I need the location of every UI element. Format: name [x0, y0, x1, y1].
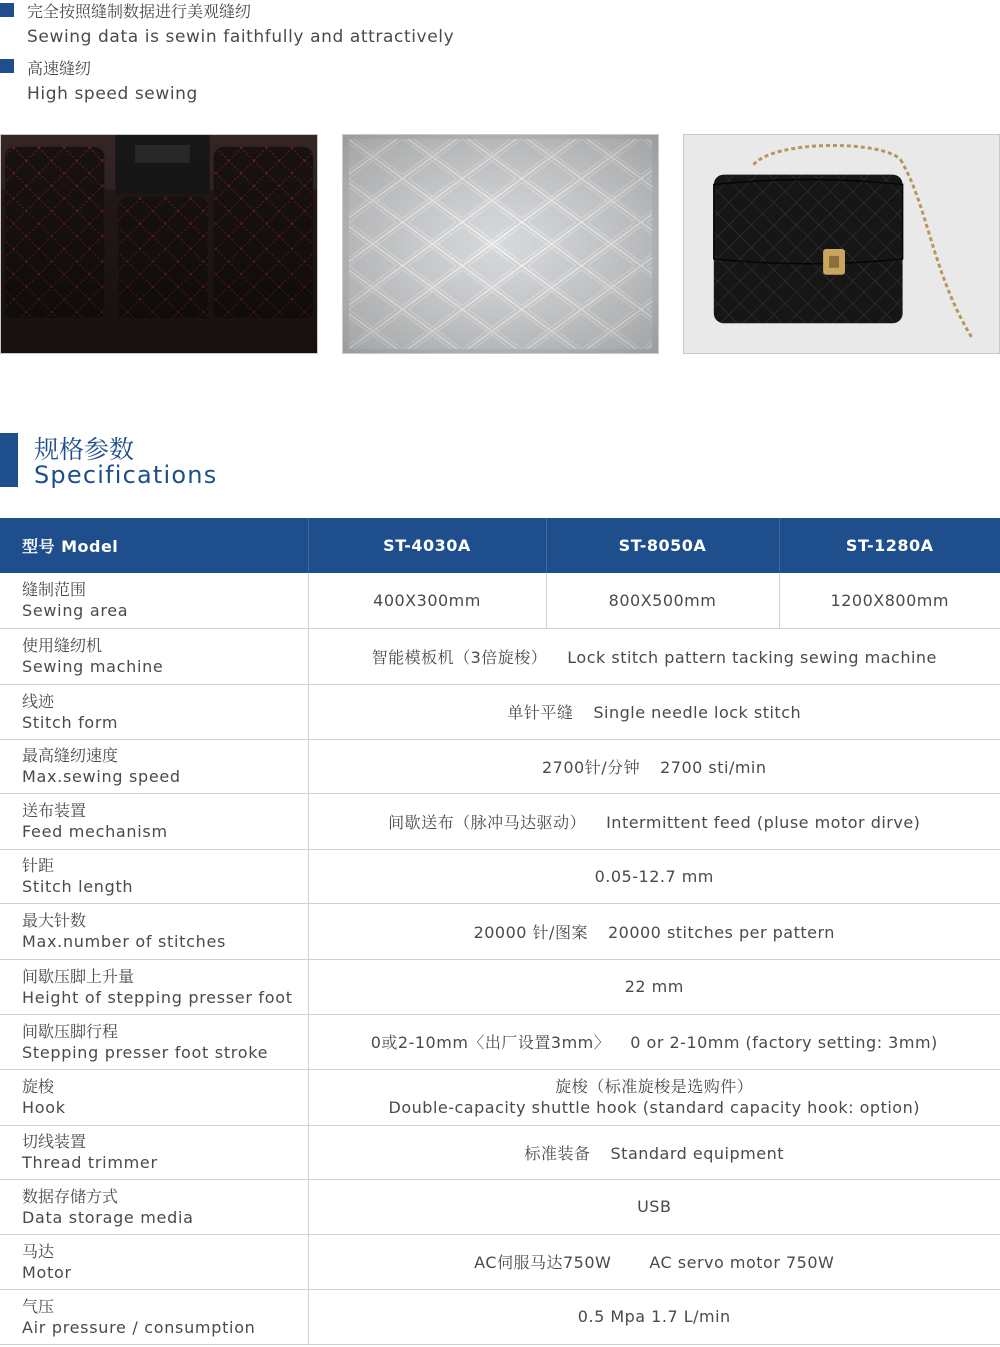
table-row [0, 1289, 1000, 1344]
label-cn: 旋梭 [22, 1077, 55, 1096]
row-label [0, 849, 308, 903]
value-cn: 旋梭（标准旋梭是选购件） [555, 1077, 754, 1096]
label-cn: 气压 [22, 1296, 55, 1316]
label-cn: 间歇压脚行程 [22, 1021, 119, 1041]
value-st-4030a: 400X300mm [308, 573, 546, 628]
label-cn: 切线装置 [22, 1132, 87, 1151]
label-cn: 间歇压脚上升量 [22, 966, 135, 986]
label-en: Air pressure / consumption [22, 1317, 256, 1337]
row-label [0, 1014, 308, 1069]
row-value [308, 903, 1000, 959]
label-cn: 数据存储方式 [22, 1186, 119, 1206]
row-label [0, 1234, 308, 1289]
section-accent-bar [0, 433, 18, 487]
row-value [308, 793, 1000, 849]
value-en: 20000 stitches per pattern [607, 922, 835, 942]
row-value [308, 849, 1000, 903]
row-label [0, 1069, 308, 1125]
row-label [0, 1289, 308, 1344]
label-cn: 缝制范围 [22, 580, 87, 600]
car-floor-mat-photo [0, 134, 318, 354]
label-cn: 针距 [22, 856, 55, 875]
label-en: Sewing area [22, 601, 129, 621]
row-value [308, 1014, 1000, 1069]
label-en: Thread trimmer [22, 1153, 158, 1172]
value-en: Lock stitch pattern tacking sewing machine [567, 647, 937, 667]
header-st-8050a: ST-8050A [546, 518, 779, 573]
label-en: Data storage media [22, 1207, 194, 1227]
value-text: 0.5 Mpa 1.7 L/min [577, 1307, 731, 1326]
row-value [308, 628, 1000, 684]
feature-cn: 完全按照缝制数据进行美观缝纫 [27, 2, 252, 21]
row-label [0, 628, 308, 684]
value-cn: 标准装备 [524, 1143, 591, 1163]
bullet-square-icon [0, 3, 14, 17]
value-text: 0.05-12.7 mm [594, 866, 714, 886]
row-label [0, 739, 308, 793]
table-row [0, 1179, 1000, 1234]
header-st-4030a: ST-4030A [308, 518, 546, 573]
value-cn: 2700针/分钟 [541, 757, 641, 777]
label-en: Hook [22, 1098, 66, 1117]
section-title-en: Specifications [34, 461, 218, 489]
header-st-1280a: ST-1280A [779, 518, 1000, 573]
value-en: 2700 sti/min [660, 757, 767, 777]
value-cn: 智能模板机（3倍旋梭） [371, 647, 548, 667]
row-value [308, 959, 1000, 1014]
row-value [308, 1179, 1000, 1234]
value-st-8050a: 800X500mm [546, 573, 779, 628]
row-value [308, 1125, 1000, 1179]
value-en: Intermittent feed (pluse motor dirve) [606, 812, 921, 832]
label-en: Motor [22, 1262, 72, 1282]
label-en: Feed mechanism [22, 822, 168, 841]
value-en: Single needle lock stitch [593, 703, 802, 722]
value-en: 0 or 2-10mm (factory setting: 3mm) [630, 1033, 938, 1052]
table-row [0, 1234, 1000, 1289]
value-text: USB [637, 1197, 672, 1216]
table-row [0, 903, 1000, 959]
value-cn: 0或2-10mm〈出厂设置3mm〉 [370, 1033, 611, 1052]
label-en: Stitch form [22, 712, 119, 732]
feature-cn: 高速缝纫 [27, 59, 92, 78]
label-cn: 线迹 [22, 691, 55, 711]
feature-en: High speed sewing [27, 84, 198, 104]
value-en: AC servo motor 750W [649, 1253, 835, 1272]
row-value [308, 739, 1000, 793]
label-en: Sewing machine [22, 657, 164, 676]
value-cn: 单针平缝 [507, 703, 574, 722]
feature-en: Sewing data is sewin faithfully and attractively [27, 27, 455, 47]
value-st-1280a: 1200X800mm [779, 573, 1000, 628]
row-value [308, 1289, 1000, 1344]
label-en: Stitch length [22, 877, 134, 896]
value-cn: AC伺服马达750W [474, 1253, 612, 1272]
table-row [0, 1014, 1000, 1069]
label-en: Max.number of stitches [22, 932, 227, 951]
quilted-sample-photo [342, 134, 659, 354]
row-label [0, 959, 308, 1014]
table-row [0, 1125, 1000, 1179]
header-model: 型号 Model [0, 518, 308, 573]
bullet-square-icon [0, 59, 14, 73]
table-row [0, 628, 1000, 684]
specifications-table [0, 518, 1000, 1345]
row-value [308, 1069, 1000, 1125]
row-value [308, 1234, 1000, 1289]
label-cn: 最大针数 [22, 911, 87, 930]
row-label [0, 1125, 308, 1179]
row-label [0, 1179, 308, 1234]
quilted-handbag-photo [683, 134, 1000, 354]
value-en: Double-capacity shuttle hook (standard capacity hook: option) [388, 1098, 920, 1117]
value-en: Standard equipment [610, 1143, 784, 1163]
value-text: 22 mm [624, 977, 684, 996]
label-en: Max.sewing speed [22, 767, 181, 786]
label-cn: 马达 [22, 1241, 55, 1261]
label-en: Stepping presser foot stroke [22, 1042, 269, 1062]
value-cn: 间歇送布（脉冲马达驱动） [388, 812, 587, 832]
label-en: Height of stepping presser foot [22, 987, 293, 1007]
row-value [308, 684, 1000, 739]
row-label [0, 903, 308, 959]
table-row [0, 959, 1000, 1014]
table-row [0, 849, 1000, 903]
row-label [0, 573, 308, 628]
table-row [0, 573, 1000, 628]
label-cn: 使用缝纫机 [22, 636, 103, 655]
label-cn: 最高缝纫速度 [22, 746, 119, 765]
table-row [0, 739, 1000, 793]
table-row [0, 1069, 1000, 1125]
row-label [0, 793, 308, 849]
section-title-cn: 规格参数 [34, 435, 135, 464]
value-cn: 20000 针/图案 [473, 922, 588, 942]
table-row [0, 793, 1000, 849]
table-header-row [0, 518, 1000, 573]
row-label [0, 684, 308, 739]
label-cn: 送布装置 [22, 801, 87, 820]
table-row [0, 684, 1000, 739]
